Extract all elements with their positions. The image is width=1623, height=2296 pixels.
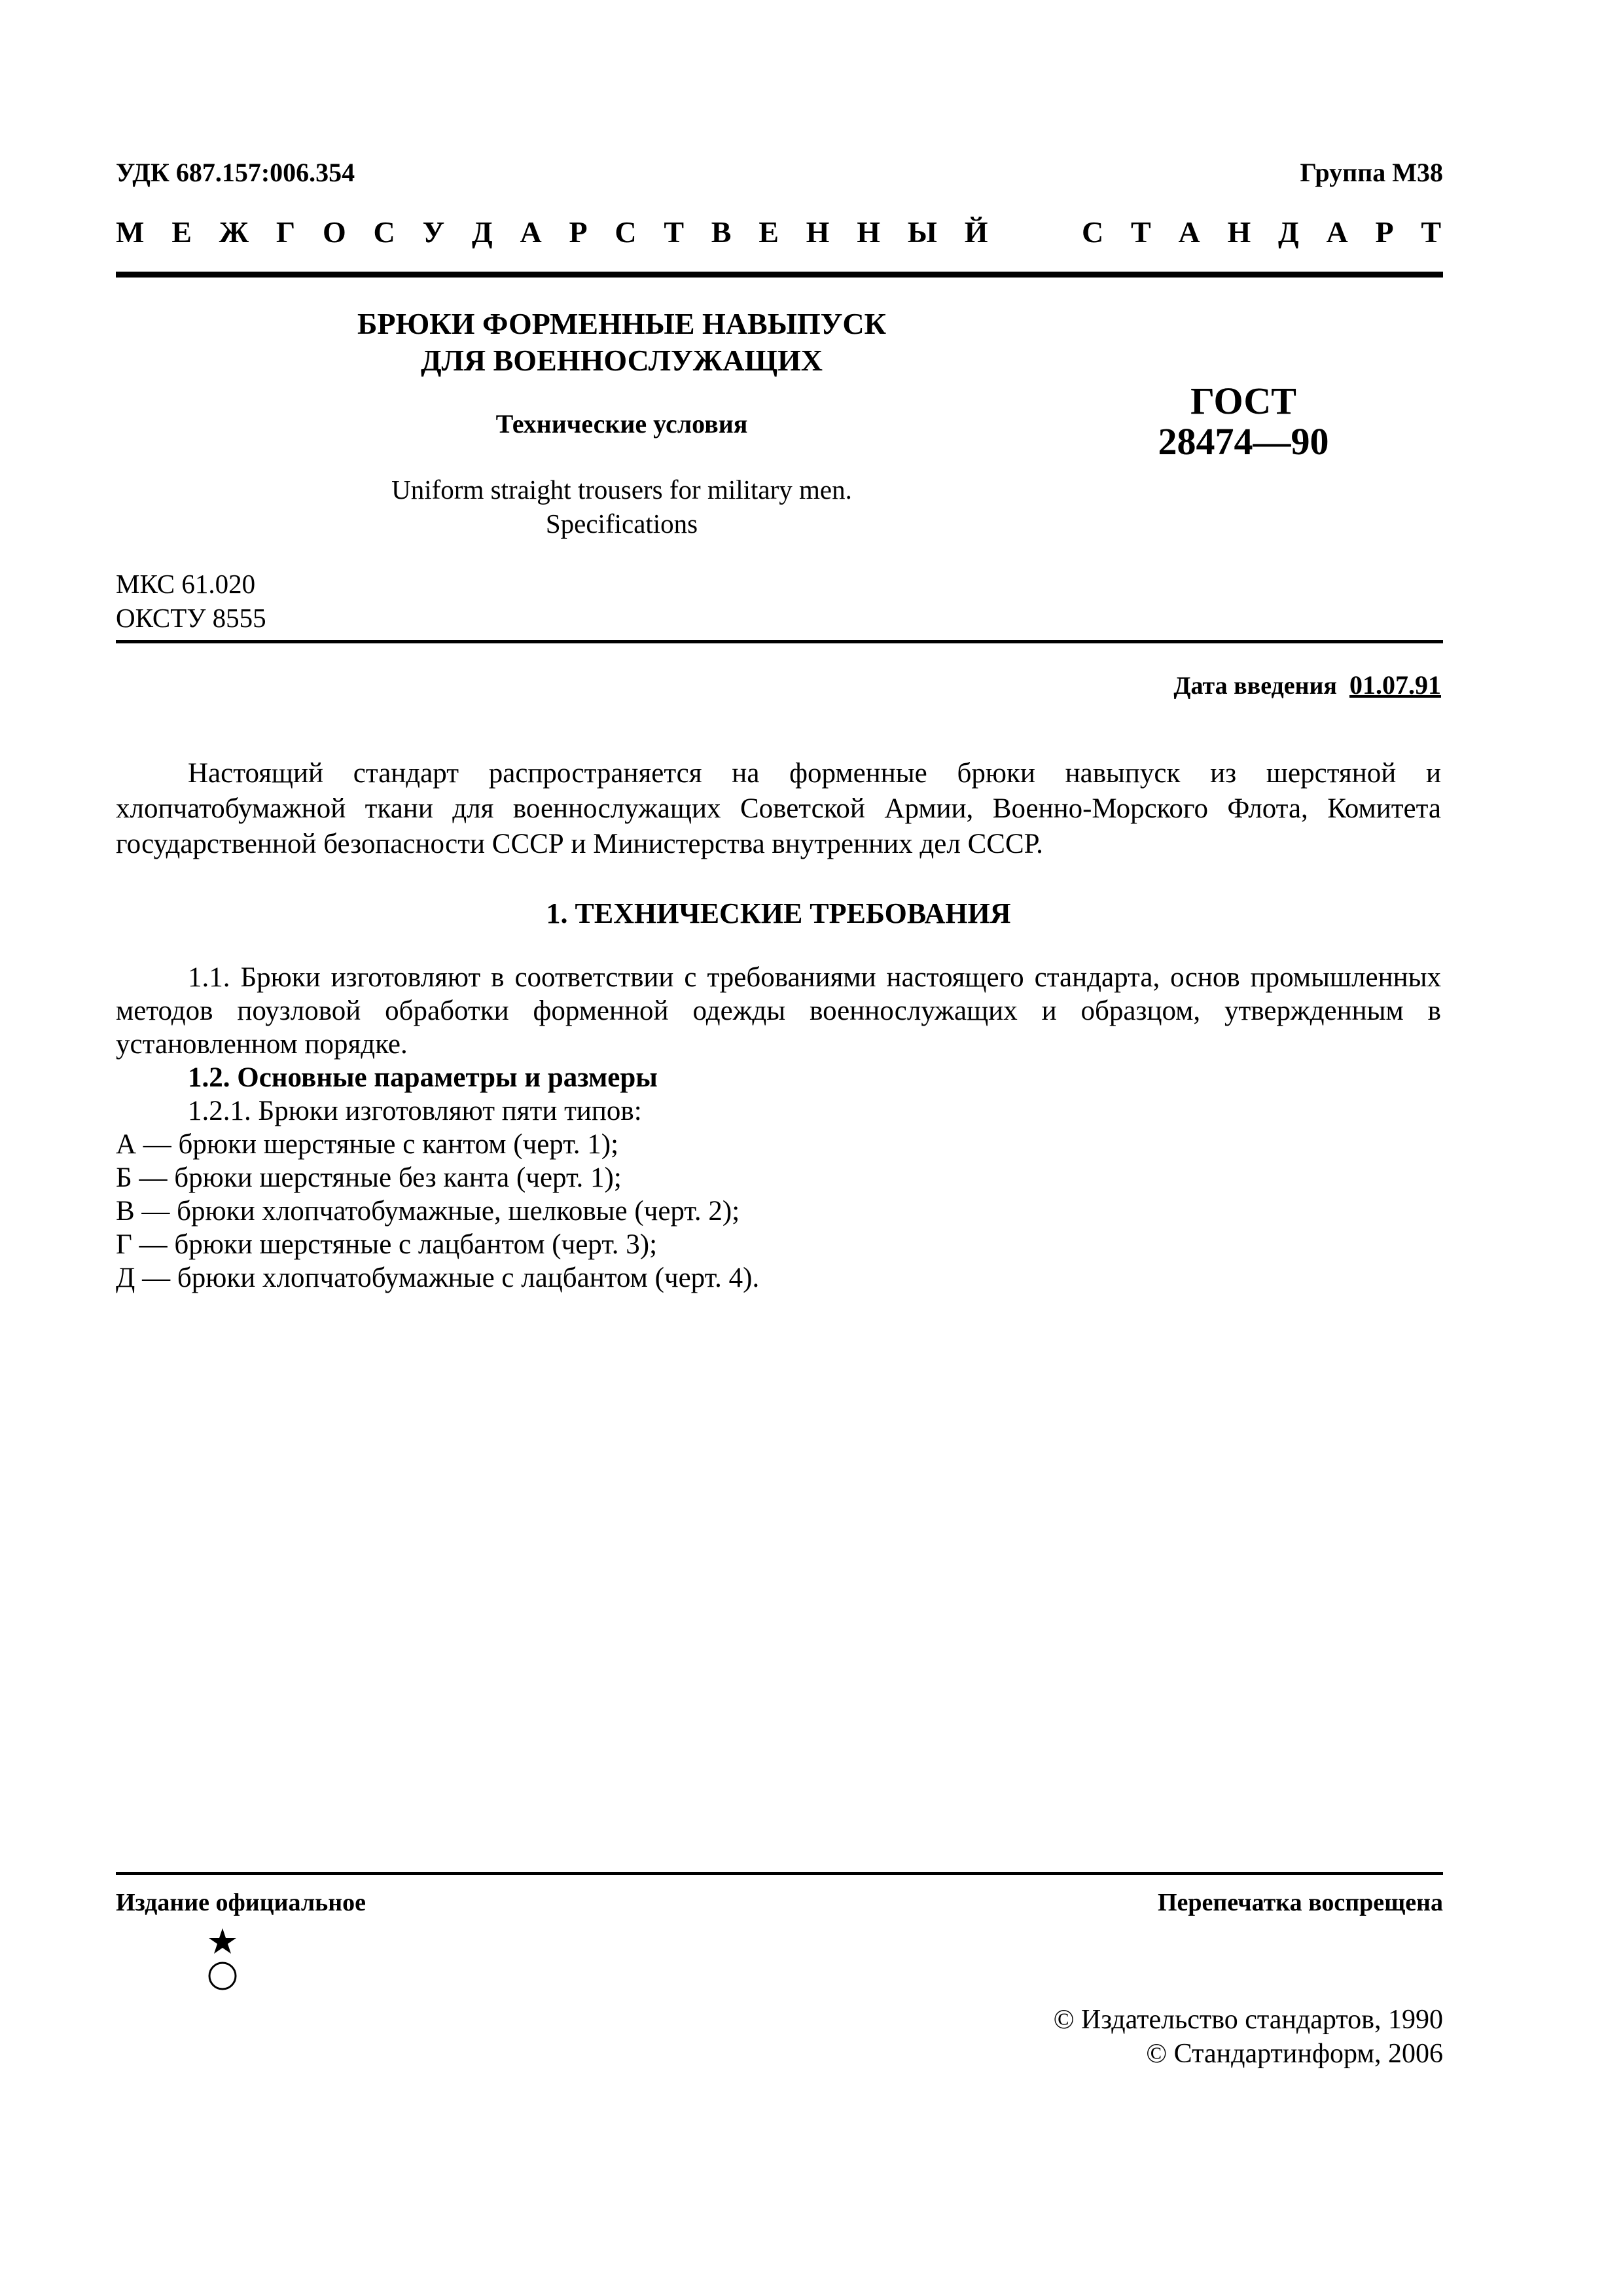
type-item: Д — брюки хлопчатобумажные с лацбантом (черт. 4). [116, 1263, 760, 1293]
heading-letter: Г [276, 215, 296, 249]
heading-letter: Р [1375, 215, 1394, 249]
heading-letter: Н [857, 215, 880, 249]
doc-title-line2: ДЛЯ ВОЕННОСЛУЖАЩИХ [420, 344, 823, 377]
heading-letter: Е [758, 215, 779, 249]
word-gap [1015, 213, 1054, 252]
header-rule [116, 272, 1443, 278]
heading-letter: С [615, 215, 637, 249]
doc-title-line1: БРЮКИ ФОРМЕННЫЕ НАВЫПУСК [357, 307, 886, 340]
official-edition: Издание официальное [116, 1889, 366, 1916]
heading-letter: С [373, 215, 395, 249]
heading-letter: Й [964, 215, 988, 249]
type-item: В — брюки хлопчатобумажные, шелковые (черт. 2); [116, 1196, 740, 1227]
classification-rule [116, 640, 1443, 643]
mks-code: МКС 61.020 [116, 569, 256, 599]
heading-letter: Н [806, 215, 830, 249]
heading-letter: Т [664, 215, 684, 249]
interstate-standard-heading [116, 213, 1441, 252]
heading-letter: А [1178, 215, 1200, 249]
intro-date-value: 01.07.91 [1349, 670, 1441, 700]
doc-subtitle: Технические условия [495, 409, 748, 439]
gost-number: 28474—90 [1158, 420, 1329, 463]
okstu-code: ОКСТУ 8555 [116, 603, 266, 633]
type-item: А — брюки шерстяные с кантом (черт. 1); [116, 1129, 619, 1160]
heading-letter: Т [1131, 215, 1151, 249]
english-title-line2: Specifications [545, 509, 698, 539]
group-code: Группа М38 [1300, 158, 1443, 187]
heading-letter: Д [472, 215, 493, 249]
heading-letter: Н [1227, 215, 1251, 249]
section-1-heading: 1. ТЕХНИЧЕСКИЕ ТРЕБОВАНИЯ [546, 897, 1011, 929]
copyright-1990: © Издательство стандартов, 1990 [1053, 2005, 1443, 2035]
heading-letter: Е [171, 215, 192, 249]
paragraph-1-1: 1.1. Брюки изготовляют в соответствии с требованиями настоящего стандарта, основ промышленных методов поузловой обработки форменной одежды военнослужащих и образцом, утвержденным в установленном порядке. [116, 962, 1441, 1060]
type-item: Г — брюки шерстяные с лацбантом (черт. 3); [116, 1229, 658, 1260]
paragraph-1-2-heading: 1.2. Основные параметры и размеры [188, 1062, 658, 1093]
intro-paragraph: Настоящий стандарт распространяется на форменные брюки навыпуск из шерстяной и хлопчатобумажной ткани для военнослужащих Советской Армии, Военно-Морского Флота, Комитета государственной безопасности СССР и Министерства внутренних дел СССР. [116, 758, 1441, 859]
udk-code: УДК 687.157:006.354 [116, 158, 355, 187]
heading-letter: Д [1278, 215, 1299, 249]
heading-letter: У [422, 215, 445, 249]
paragraph-1-2-1: 1.2.1. Брюки изготовляют пяти типов: [188, 1096, 642, 1126]
intro-date-label: Дата введения [1173, 672, 1337, 700]
english-title-line1: Uniform straight trousers for military men. [391, 475, 852, 505]
reprint-forbidden: Перепечатка воспрещена [1157, 1889, 1443, 1916]
copyright-2006: © Стандартинформ, 2006 [1146, 2039, 1443, 2069]
heading-letter: С [1082, 215, 1104, 249]
gost-label: ГОСТ [1190, 380, 1296, 422]
heading-letter: В [711, 215, 732, 249]
heading-letter: Ы [907, 215, 937, 249]
footer-rule [116, 1872, 1443, 1875]
intro-date [1173, 669, 1441, 702]
heading-letter: Р [569, 215, 588, 249]
heading-letter: Т [1421, 215, 1441, 249]
heading-letter: М [116, 215, 145, 249]
heading-letter: Ж [219, 215, 249, 249]
heading-letter: А [520, 215, 542, 249]
heading-letter: О [322, 215, 346, 249]
heading-letter: А [1326, 215, 1348, 249]
star-circle-icon [204, 1926, 241, 1991]
type-item: Б — брюки шерстяные без канта (черт. 1); [116, 1162, 622, 1193]
